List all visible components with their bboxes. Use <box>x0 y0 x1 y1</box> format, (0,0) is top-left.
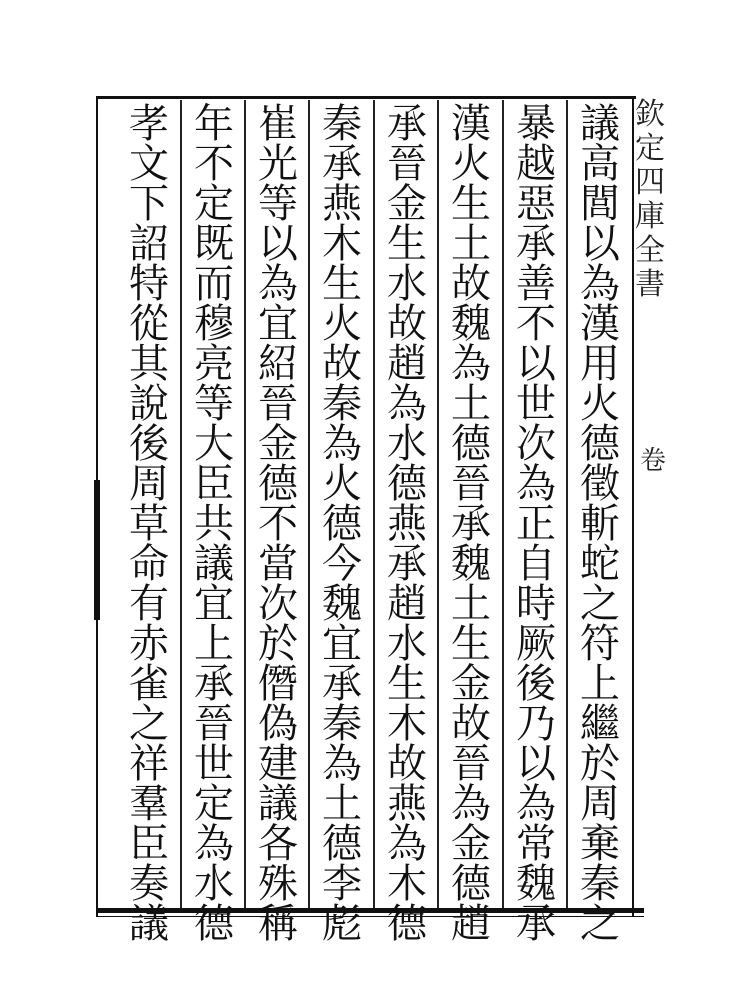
bottom-border-thin <box>96 916 644 917</box>
header-char: 庫 <box>635 199 665 234</box>
column-rule <box>437 100 439 908</box>
text-column: 承 晉 金 生 水 故 趙 為 水 德 燕 承 趙 水 生 木 故 燕 為 木 德 <box>387 101 427 947</box>
column-rule <box>308 100 310 908</box>
juan-label: 卷 <box>640 446 667 476</box>
column-rule <box>373 100 375 908</box>
left-edge-bar <box>94 480 100 620</box>
text-column: 秦 承 燕 木 生 火 故 秦 為 火 德 今 魏 宜 承 秦 為 土 德 李 彪 <box>322 101 362 947</box>
header-char: 全 <box>635 233 665 268</box>
header-title <box>635 97 665 302</box>
text-column: 崔 光 等 以 為 宜 紹 晉 金 德 不 當 次 於 僭 偽 建 議 各 殊 稱 <box>258 101 298 947</box>
text-column: 年 不 定 既 而 穆 亮 等 大 臣 共 議 宜 上 承 晉 世 定 為 水 德 <box>194 101 234 947</box>
bottom-border-thick <box>96 908 644 913</box>
column-rule <box>566 100 568 908</box>
top-border <box>96 96 636 99</box>
header-char: 欽 <box>635 97 665 132</box>
right-border <box>632 96 634 916</box>
column-rule <box>244 100 246 908</box>
column-rule <box>502 100 504 908</box>
header-char: 四 <box>635 165 665 200</box>
text-column: 議 高 閭 以 為 漢 用 火 德 徵 斬 蛇 之 符 上 繼 於 周 棄 秦 之 <box>580 101 620 947</box>
text-column: 暴 越 惡 承 善 不 以 世 次 為 正 自 時 厥 後 乃 以 為 常 魏 承 <box>516 101 556 947</box>
header-char: 定 <box>635 131 665 166</box>
text-column: 漢 火 生 土 故 魏 為 土 德 晉 承 魏 土 生 金 故 晉 為 金 德 趙 <box>451 101 491 947</box>
header-char: 書 <box>635 267 665 302</box>
column-rule <box>180 100 182 908</box>
text-column: 孝 文 下 詔 特 從 其 說 後 周 草 命 有 赤 雀 之 祥 羣 臣 奏 議 <box>129 101 169 947</box>
